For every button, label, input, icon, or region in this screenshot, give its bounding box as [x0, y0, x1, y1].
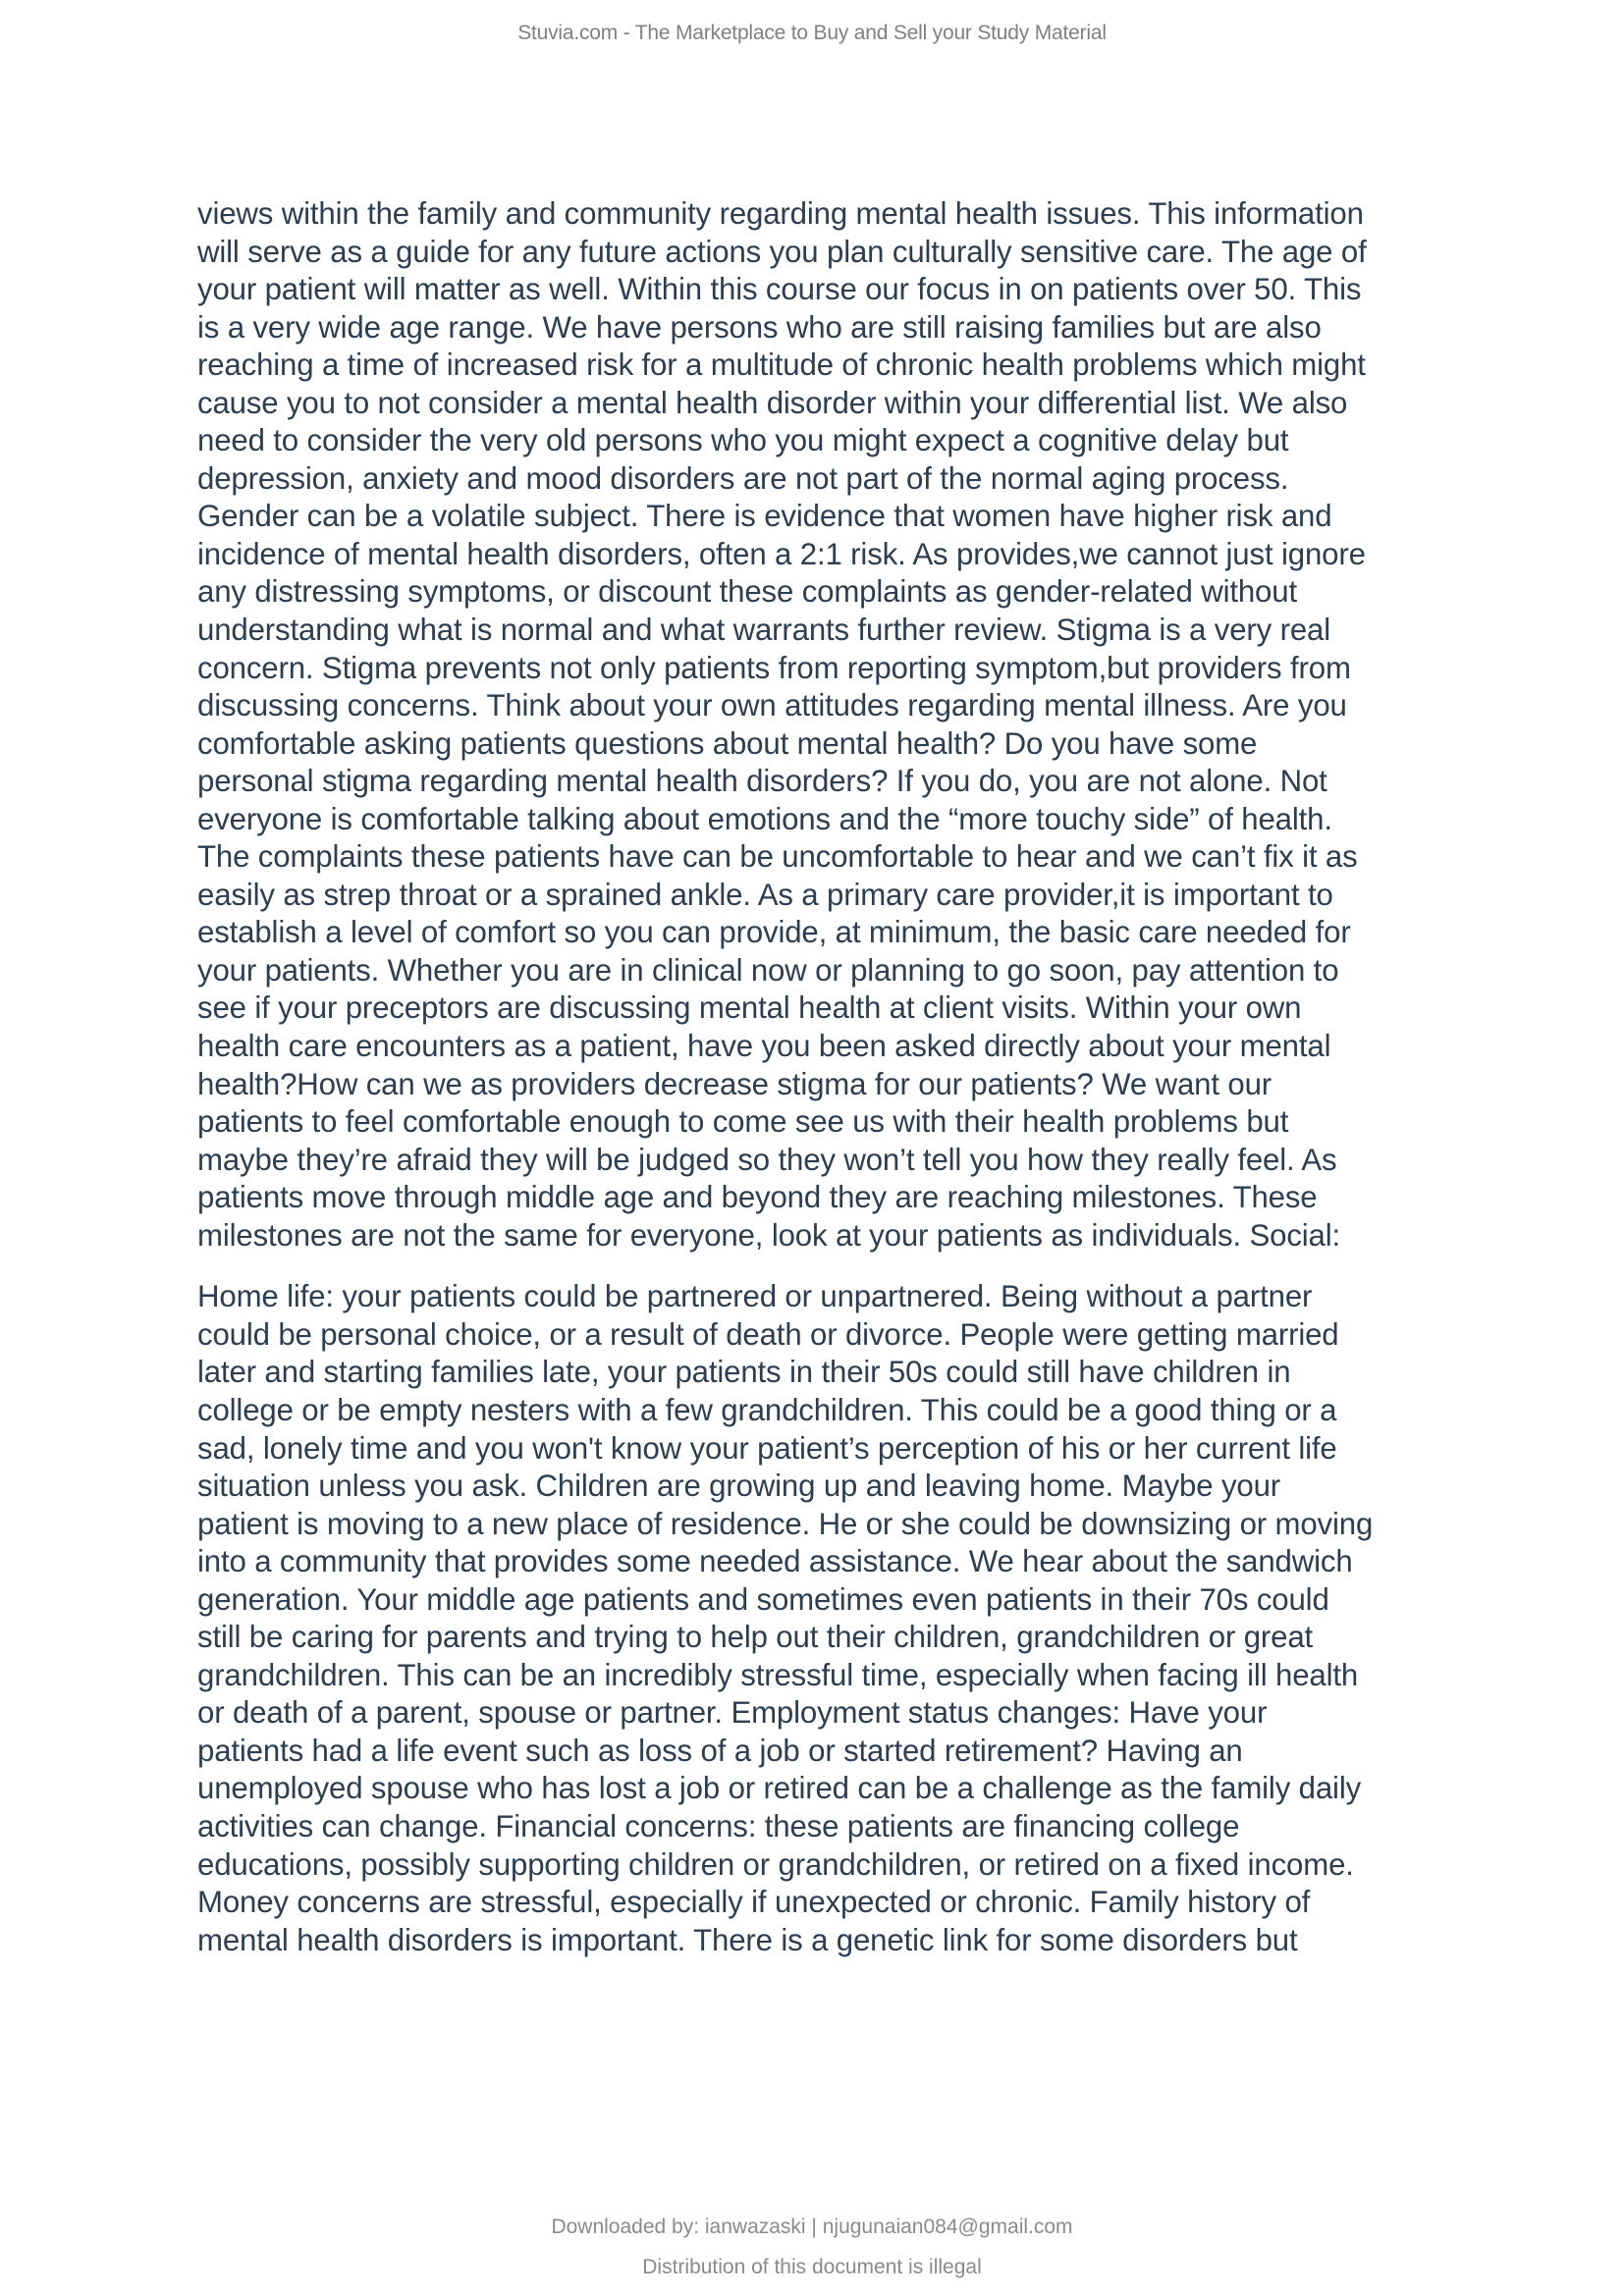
text-line: health?How can we as providers decrease stigma for our patients? We want our: [197, 1066, 1272, 1101]
text-line: is a very wide age range. We have persons who are still raising families but are also: [197, 309, 1322, 345]
text-line: educations, possibly supporting children or grandchildren, or retired on a fixed income.: [197, 1846, 1354, 1882]
text-line: will serve as a guide for any future actions you plan culturally sensitive care. The age of: [197, 234, 1367, 269]
text-line: or death of a parent, spouse or partner. Employment status changes: Have your: [197, 1695, 1268, 1731]
text-line: views within the family and community regarding mental health issues. This information: [197, 196, 1364, 231]
text-line: cause you to not consider a mental health disorder within your differential list. We also: [197, 385, 1348, 420]
text-line: Home life: your patients could be partnered or unpartnered. Being without a partner: [197, 1279, 1313, 1314]
paragraph-1: [197, 195, 1493, 1255]
text-line: patients move through middle age and beyond they are reaching milestones. These: [197, 1180, 1318, 1215]
text-line: depression, anxiety and mood disorders are not part of the normal aging process.: [197, 460, 1289, 496]
text-line: sad, lonely time and you won't know your patient’s perception of his or her current life: [197, 1430, 1337, 1466]
text-line: need to consider the very old persons who you might expect a cognitive delay but: [197, 423, 1289, 458]
text-line: college or be empty nesters with a few grandchildren. This could be a good thing or a: [197, 1392, 1337, 1427]
text-line: incidence of mental health disorders, often a 2:1 risk. As provides,we cannot just ignore: [197, 536, 1366, 571]
text-line: activities can change. Financial concerns: these patients are financing college: [197, 1808, 1240, 1843]
text-line: mental health disorders is important. There is a genetic link for some disorders but: [197, 1922, 1298, 1957]
text-line: still be caring for parents and trying to help out their children, grandchildren or great: [197, 1620, 1314, 1655]
text-line: maybe they’re afraid they will be judged so they won’t tell you how they really feel. As: [197, 1142, 1337, 1177]
text-line: everyone is comfortable talking about emotions and the “more touchy side” of health.: [197, 801, 1332, 836]
text-line: personal stigma regarding mental health disorders? If you do, you are not alone. Not: [197, 764, 1327, 799]
text-line: generation. Your middle age patients and sometimes even patients in their 70s could: [197, 1581, 1329, 1617]
site-banner: Stuvia.com - The Marketplace to Buy and Sell your Study Material: [517, 22, 1107, 44]
text-line: establish a level of comfort so you can provide, at minimum, the basic care needed for: [197, 915, 1351, 950]
text-line: grandchildren. This can be an incredibly stressful time, especially when facing ill health: [197, 1657, 1359, 1692]
text-line: discussing concerns. Think about your own attitudes regarding mental illness. Are you: [197, 688, 1347, 723]
text-line: milestones are not the same for everyone, look at your patients as individuals. Social:: [197, 1217, 1341, 1253]
text-line: unemployed spouse who has lost a job or retired can be a challenge as the family daily: [197, 1771, 1362, 1806]
text-line: patients had a life event such as loss of a job or started retirement? Having an: [197, 1733, 1243, 1768]
text-line: easily as strep throat or a sprained ankle. As a primary care provider,it is important to: [197, 877, 1333, 912]
text-line: comfortable asking patients questions about mental health? Do you have some: [197, 725, 1258, 761]
text-line: Gender can be a volatile subject. There is evidence that women have higher risk and: [197, 499, 1332, 534]
text-line: The complaints these patients have can be uncomfortable to hear and we can’t fix it as: [197, 839, 1358, 875]
text-line: into a community that provides some needed assistance. We hear about the sandwich: [197, 1544, 1353, 1579]
text-line: concern. Stigma prevents not only patients from reporting symptom,but providers from: [197, 650, 1351, 685]
download-attribution: Downloaded by: ianwazaski | njugunaian084@gmail.com: [551, 2216, 1073, 2238]
text-line: health care encounters as a patient, have you been asked directly about your mental: [197, 1029, 1331, 1064]
text-line: understanding what is normal and what warrants further review. Stigma is a very real: [197, 613, 1331, 648]
text-line: patient is moving to a new place of residence. He or she could be downsizing or moving: [197, 1506, 1374, 1541]
paragraph-2: [197, 1278, 1493, 1959]
text-line: Money concerns are stressful, especially if unexpected or chronic. Family history of: [197, 1885, 1311, 1920]
text-line: could be personal choice, or a result of death or divorce. People were getting married: [197, 1316, 1339, 1352]
text-line: your patient will matter as well. Within this course our focus in on patients over 50. This: [197, 272, 1362, 307]
text-line: your patients. Whether you are in clinical now or planning to go soon, pay attention to: [197, 952, 1339, 988]
text-line: see if your preceptors are discussing mental health at client visits. Within your own: [197, 990, 1302, 1026]
text-line: later and starting families late, your patients in their 50s could still have children in: [197, 1355, 1291, 1390]
text-line: situation unless you ask. Children are growing up and leaving home. Maybe your: [197, 1468, 1281, 1504]
distribution-notice: Distribution of this document is illegal: [642, 2256, 982, 2278]
document-body: [197, 195, 1493, 1959]
text-line: patients to feel comfortable enough to come see us with their health problems but: [197, 1104, 1289, 1140]
text-line: reaching a time of increased risk for a multitude of chronic health problems which might: [197, 347, 1366, 383]
text-line: any distressing symptoms, or discount these complaints as gender-related without: [197, 574, 1297, 610]
